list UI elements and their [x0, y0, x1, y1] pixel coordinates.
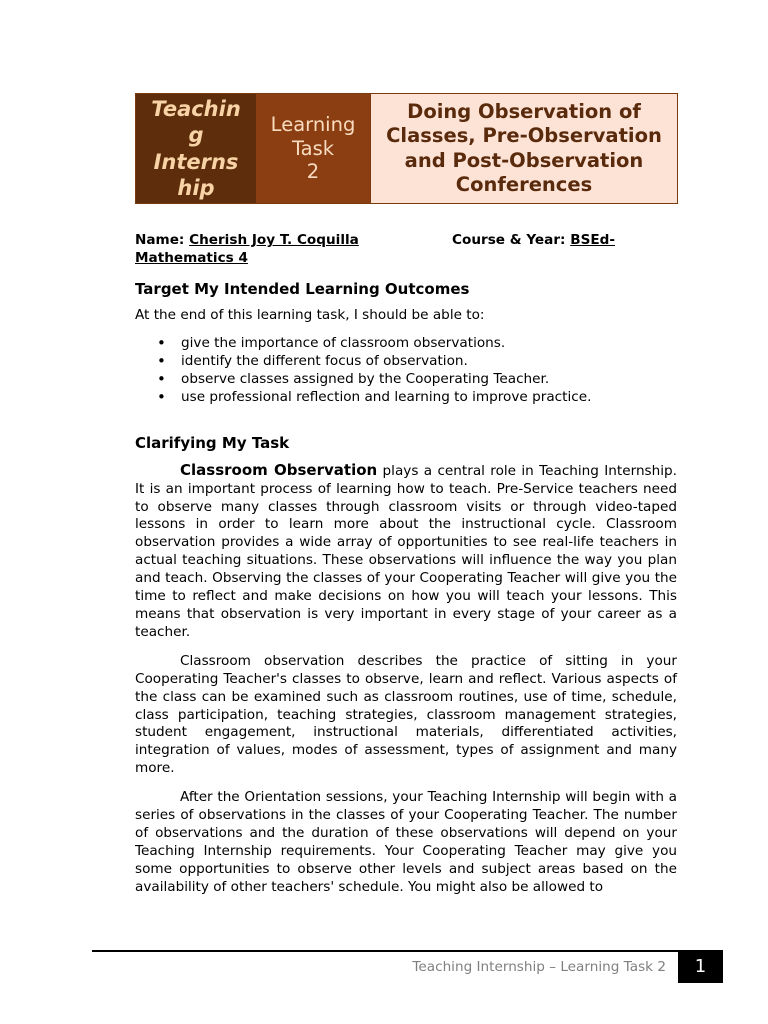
paragraph: [135, 462, 677, 642]
course-title-cell: [136, 94, 256, 203]
task-line: 2: [306, 160, 320, 184]
outcomes-list: [157, 334, 677, 406]
list-item: • identify the different focus of observation.: [157, 352, 677, 370]
name-label: Name:: [135, 232, 185, 248]
paragraph: Classroom observation describes the practice of sitting in your Cooperating Teacher's classes to observe, learn and reflect. Various aspects of the class can be examined such as classroom routines, use of time, schedule, class participation, teaching strategies, classroom management strategies, student engagement, instructional materials, differentiated activities, integration of values, modes of assessment, types of assignment and many more.: [135, 652, 677, 777]
task-line: Learning: [270, 113, 356, 137]
section-heading-outcomes: Target My Intended Learning Outcomes: [135, 279, 470, 298]
paragraph: After the Orientation sessions, your Teaching Internship will begin with a series of observations in the classes of your Cooperating Teacher. The number of observations and the duration of these observations will depend on your Teaching Internship requirements. Your Cooperating Teacher may give you some opportunities to observe other levels and subject areas based on the availability of other teachers' schedule. You might also be allowed to: [135, 789, 677, 895]
task-title-cell: [370, 94, 677, 203]
course-title-line: Teachin: [151, 96, 241, 121]
task-line: Task: [291, 136, 335, 160]
course-title-line: hip: [177, 176, 215, 200]
task-title-line: Doing Observation of: [407, 99, 641, 123]
outcomes-intro: At the end of this learning task, I should be able to:: [135, 306, 485, 323]
task-number-cell: [256, 94, 370, 203]
course-title-line: Interns: [153, 149, 239, 174]
bold-term: Classroom Observation: [180, 460, 378, 479]
list-item: • observe classes assigned by the Cooperating Teacher.: [157, 370, 677, 388]
paragraph-text: plays a central role in Teaching Internship. It is an important process of learning how to teach. Pre-Service teachers need to observe many classes through classroom visits or through video-taped lessons in order to learn more about the instructional cycle. Classroom observation provides a wide array of opportunities to see real-life teachers in actual teaching situations. These observations will influence the way you plan and teach. Observing the classes of your Cooperating Teacher will give you the time to reflect and make decisions on how you will teach your lessons. This means that observation is very important in every stage of your career as a teacher.: [135, 462, 677, 640]
list-item: • use professional reflection and learning to improve practice.: [157, 388, 677, 406]
footer-divider: [92, 950, 678, 952]
footer-text: Teaching Internship – Learning Task 2: [412, 959, 666, 975]
course-label: Course & Year:: [452, 232, 566, 248]
student-info: [135, 232, 677, 268]
document-body: [135, 232, 677, 897]
course-value-continued: Mathematics 4: [135, 249, 248, 266]
course-title-line: g: [188, 123, 204, 147]
section-heading-clarify: Clarifying My Task: [135, 433, 290, 452]
title-table: [135, 93, 678, 204]
name-value: Cherish Joy T. Coquilla: [189, 232, 359, 248]
course-year: [452, 232, 615, 250]
task-title-line: Classes, Pre-Observation: [386, 124, 662, 147]
list-item: • give the importance of classroom observations.: [157, 334, 677, 352]
task-title-line: Conferences: [455, 173, 593, 196]
task-title-line: and Post-Observation: [404, 148, 644, 172]
course-value: BSEd-: [570, 232, 616, 248]
page-number: 1: [678, 950, 723, 983]
